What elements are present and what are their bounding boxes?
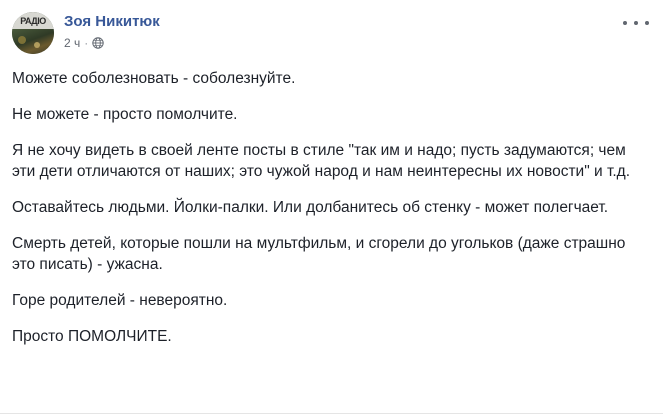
more-options-icon[interactable] [623, 14, 649, 32]
post-paragraph: Смерть детей, которые пошли на мультфильм, и сгорели до угольков (даже страшно это писать) - ужасна. [12, 235, 630, 273]
post-paragraph: Оставайтесь людьми. Йолки-палки. Или долбанитесь об стенку - может полегчает. [12, 199, 609, 216]
post-body [0, 54, 663, 347]
more-dot-3 [645, 21, 649, 25]
more-dot-2 [634, 21, 638, 25]
post-header [0, 0, 663, 54]
post-header-text [64, 12, 160, 50]
avatar-photo-detail-2 [34, 42, 40, 48]
post-paragraph: Горе родителей - невероятно. [12, 292, 228, 309]
post-paragraph: Просто ПОМОЛЧИТЕ. [12, 328, 172, 345]
post-paragraph: Я не хочу видеть в своей ленте посты в стиле "так им и надо; пусть задумаются; чем эти дети отличаются от наших; это чужой народ и нам неинтересны их новости" и т.д. [12, 142, 631, 180]
post-paragraph: Можете соболезновать - соболезнуйте. [12, 70, 296, 87]
post-timestamp[interactable]: 2 ч [64, 36, 81, 50]
globe-icon[interactable] [92, 37, 104, 49]
post-author-name[interactable]: Зоя Никитюк [64, 13, 160, 30]
more-dot-1 [623, 21, 627, 25]
avatar-badge-text: РАДІО [12, 12, 54, 29]
avatar[interactable] [12, 12, 54, 54]
post-paragraph: Не можете - просто помолчите. [12, 106, 238, 123]
avatar-photo-detail-1 [18, 36, 26, 44]
meta-separator: · [84, 36, 89, 50]
post-meta [64, 36, 160, 50]
